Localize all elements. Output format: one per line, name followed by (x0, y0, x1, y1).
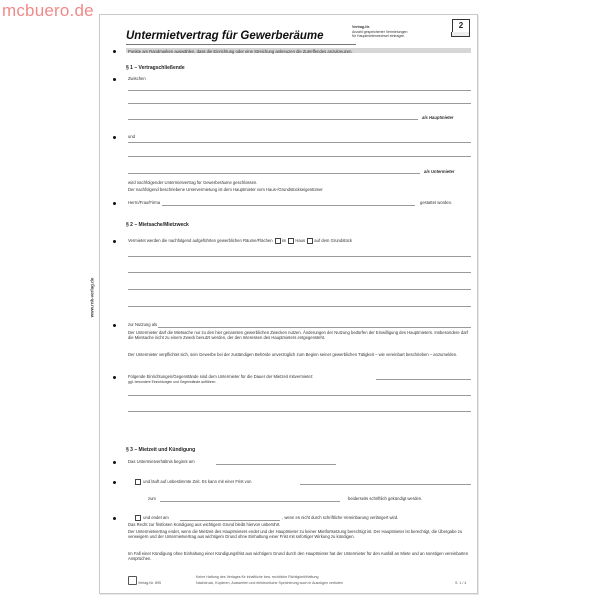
label-haus: Haus (295, 238, 306, 244)
form-info-line2: Anzahl gespeicherter Vermietungen (352, 29, 408, 34)
line-hauptmieter-1[interactable] (128, 90, 471, 91)
footer-line-1: Keine Haftung des Verlages für inhaltliche bzw. rechtliche Richtigkeit/Haftung (196, 575, 319, 579)
title-underline (126, 44, 356, 45)
checkbox-haus[interactable] (288, 238, 294, 244)
s1-line-b: Der nachfolgend beschriebene Untervermietung ist dem Hauptmieter vom Haus-/Grundstückseigentümer (128, 187, 323, 192)
line-einrichtungen-inline[interactable] (376, 379, 471, 380)
footer-line-2: Nachdruck, Kopieren, Auswerten und elektronische Speicherung auch in Auszügen verboten (196, 581, 344, 585)
s2-line-a-text: Vermietet werden die nachfolgend aufgeführten gewerblichen Räume/Flächen (128, 238, 273, 244)
line-zum[interactable] (160, 501, 340, 502)
s2-paragraph-2: Der Untermieter verpflichtet sich, sein Gewerbe bei der zuständigen Behörde unverzüglich zum Beginn seiner gewerblichen Tätigkeit – wie vereinbart beschrieben – anzumelden. (128, 352, 458, 357)
line-nutzung[interactable] (158, 327, 471, 328)
s3-line-c: beiderseits schriftlich gekündigt werden. (348, 496, 423, 501)
footer-page: S. 1 / 4 (455, 581, 467, 585)
s3-line-d (134, 515, 169, 521)
intro-text: Punkte am Randmarken auswählen, dass die Einrichtung oder eine Streichung ankreuzen die Zutreffendes anzukreuzen. (128, 49, 353, 54)
line-mietsache-1[interactable] (128, 256, 471, 257)
s2-line-a (128, 238, 352, 244)
bullet-befristet (113, 517, 116, 520)
line-untermieter-3[interactable] (128, 173, 420, 174)
bullet-nutzung (113, 324, 116, 327)
line-mietsache-4[interactable] (128, 306, 471, 307)
section-1-heading: § 1 – Vertragschließende (126, 65, 185, 71)
bullet-einrichtungen (113, 376, 116, 379)
s3-line-d-post: , wenn es nicht durch schriftliche Vereinbarung verlängert wird. (282, 515, 399, 520)
line-person[interactable] (162, 205, 415, 206)
section-3-heading: § 3 – Mietzeit und Kündigung (126, 447, 196, 453)
s2-line-b: Folgende Einrichtungen/Gegenstände sind dem Untermieter für die Dauer der Mietzeit mitvermietet: (128, 374, 314, 379)
line-einrichtungen-2[interactable] (128, 411, 471, 412)
line-beginn[interactable] (216, 464, 336, 465)
s3-paragraph-1: Das Recht zur fristlosen Kündigung aus wichtigem Grund bleibt hiervon unberührt. (128, 522, 281, 527)
line-endet-am[interactable] (180, 520, 280, 521)
label-zum: zum (148, 496, 156, 501)
checkbox-befristet[interactable] (135, 515, 141, 521)
line-hauptmieter-3[interactable] (128, 119, 418, 120)
s2-paragraph-1: Der Untermieter darf die Mietsache nur zu den hier genannten gewerblichen Zwecken nutzen. Änderungen der Nutzung bedürfen der Einwilligung des Hauptmieters. Insbesondere darf die Mietsache nicht zu einem Zweck benutzt werden, der den Interessen des Hauptmieters entgegensteht. (128, 330, 469, 341)
s3-line-b-text: und läuft auf unbestimmte Zeit. Es kann mit einer Frist von (143, 479, 252, 485)
s3-line-d-pre: und endet am (143, 515, 169, 521)
bullet-mietsache (113, 240, 116, 243)
s3-line-b (134, 479, 251, 485)
footer-brand: Verlag-Nr. 895 (138, 581, 161, 585)
s1-line-a: wird nachfolgender Untermietvertrag für Gewerberäume geschlossen. (128, 180, 258, 185)
form-info-box (352, 25, 432, 45)
checkbox-unbestimmt[interactable] (135, 479, 141, 485)
bullet-und (113, 136, 116, 139)
form-number-fold (451, 32, 470, 37)
checkbox-grundstueck[interactable] (307, 238, 313, 244)
document-title: Untermietvertrag für Gewerberäume (126, 30, 324, 42)
line-mietsache-3[interactable] (128, 289, 471, 290)
label-nutzung: zur Nutzung als (128, 322, 158, 327)
document-page (89, 14, 478, 594)
label-grundstueck: auf dem Grundstück (314, 238, 352, 244)
checkbox-im[interactable] (275, 238, 281, 244)
bullet-person (113, 202, 116, 205)
label-person: Herrn/Frau/Firma (128, 200, 161, 205)
line-einrichtungen-1[interactable] (128, 395, 471, 396)
line-hauptmieter-2[interactable] (128, 103, 471, 104)
label-hauptmieter: als Hauptmieter (422, 115, 454, 120)
form-number-badge (452, 19, 470, 33)
label-untermieter: als Untermieter (424, 169, 455, 174)
s3-paragraph-2: Der Untermietvertrag endet, wenn die Mietzeit des Hauptmieters endet und der Hauptmieter zu keiner Mietfortsetzung berechtigt ist. Der Hauptmieter ist berechtigt, die Übergabe zu verweigern und der Untermietvertrag aus wichtigem Grund ohne Einhaltung einer Frist mit sofortiger Wirkung zu kündigen. (128, 529, 463, 540)
label-im: im (281, 238, 287, 244)
form-info-line1: Vertrag-Nr. (352, 25, 370, 29)
line-mietsache-2[interactable] (128, 272, 471, 273)
section-2-heading: § 2 – Mietsache/Mietzweck (126, 222, 189, 228)
watermark-text: mcbuero.de (2, 1, 94, 20)
s3-paragraph-3: Im Fall einer Kündigung ohne Einhaltung einer Kündigungsfrist aus wichtigem Grund durch den Hauptmieter hat der Untermieter für den Ausfall an Miete und an sonstigen vereinbarten Ansprüchen. (128, 551, 469, 562)
label-und: und (128, 134, 135, 139)
s3-line-a: Das Untermietverhältnis beginnt am (128, 459, 195, 464)
bullet-beginn (113, 461, 116, 464)
bullet-zwischen (113, 78, 116, 81)
intro-bullet (113, 50, 116, 53)
vertical-url: www.rnk-verlag.de (89, 277, 95, 318)
label-person-end: gestattet worden. (420, 200, 453, 205)
line-untermieter-2[interactable] (128, 156, 471, 157)
s2-line-c: ggf. besondere Einrichtungen und Gegenstände aufführen (128, 380, 216, 384)
line-frist[interactable] (300, 484, 471, 485)
form-number: 2 (458, 21, 464, 30)
publisher-logo-icon (128, 576, 137, 585)
form-info-line3: für Hauptmieterwechsel eintragen (352, 34, 405, 38)
line-untermieter-1[interactable] (128, 142, 471, 143)
bullet-unbestimmt (113, 481, 116, 484)
label-zwischen: Zwischen (128, 76, 146, 81)
